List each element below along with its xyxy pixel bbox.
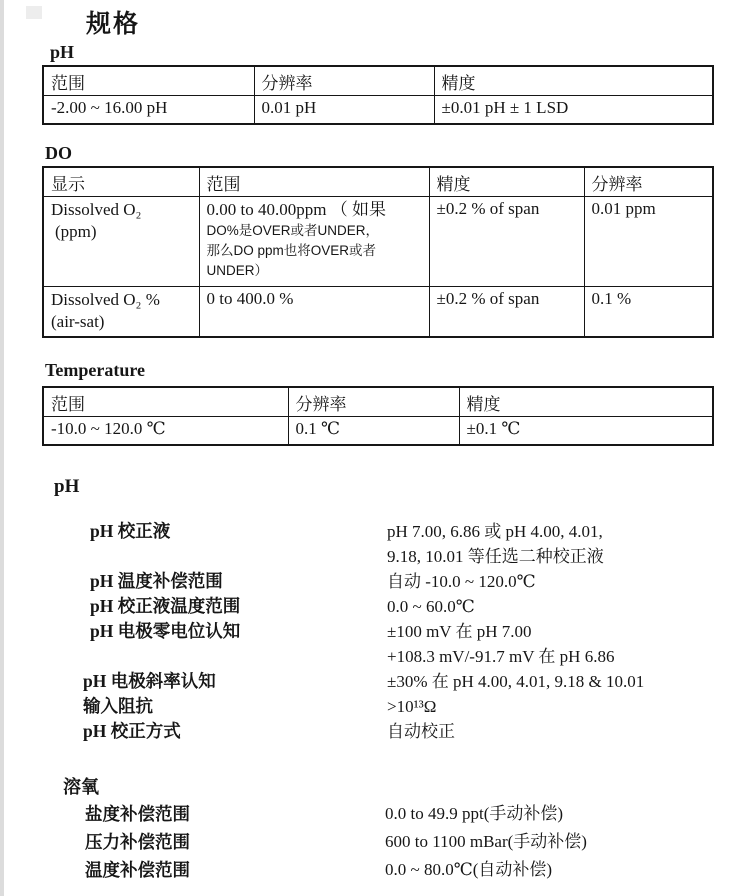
ph-range-value: -2.00 ~ 16.00 pH — [43, 96, 254, 124]
do-table-header-resolution: 分辨率 — [584, 167, 713, 197]
ph-table-heading: pH — [50, 42, 75, 62]
list-item — [0, 719, 750, 744]
table-row — [43, 96, 713, 124]
ph-slope-label: pH 电极斜率认知 — [83, 671, 216, 691]
do-percent-name: Dissolved O₂ % — [51, 290, 160, 309]
list-item — [0, 828, 750, 856]
temp-comp-label: 温度补偿范围 — [85, 860, 190, 880]
do-ppm-range-note-3: UNDER） — [206, 263, 269, 278]
ph-cal-mode-label: pH 校正方式 — [83, 721, 181, 741]
list-item — [0, 619, 750, 669]
pressure-comp-value: 600 to 1100 mBar(手动补偿) — [385, 832, 587, 851]
do-table-heading: DO — [45, 143, 72, 163]
value-line: 9.18, 10.01 等任选二种校正液 — [387, 547, 604, 566]
table-row — [43, 417, 713, 445]
list-item — [0, 694, 750, 719]
temperature-table-header-row — [43, 387, 713, 417]
temp-comp-value: 0.0 ~ 80.0℃(自动补偿) — [385, 860, 553, 879]
ph-buffer-value — [387, 519, 604, 569]
salinity-comp-value: 0.0 to 49.9 ppt(手动补偿) — [385, 804, 564, 823]
ph-table-header-row — [43, 66, 713, 96]
ph-buffer-temp-label: pH 校正液温度范围 — [90, 596, 241, 616]
ph-table-header-accuracy: 精度 — [434, 66, 713, 96]
ph-temp-comp-value: 自动 -10.0 ~ 120.0℃ — [387, 572, 536, 591]
list-item — [0, 569, 750, 594]
do-table-header-range: 范围 — [199, 167, 429, 197]
scan-edge-artifact — [0, 0, 4, 896]
list-item — [0, 800, 750, 828]
table-row — [43, 287, 713, 337]
do-specs-list — [0, 800, 750, 884]
pressure-comp-label: 压力补偿范围 — [85, 832, 190, 852]
value-line: +108.3 mV/-91.7 mV 在 pH 6.86 — [387, 647, 615, 666]
ph-zero-offset-value — [387, 619, 614, 669]
page-title: 规格 — [86, 10, 141, 38]
do-ppm-name: Dissolved O₂ — [51, 200, 142, 219]
do-ppm-range-note-2: 那么DO ppm也将OVER或者 — [206, 243, 377, 258]
list-item — [0, 856, 750, 884]
list-item — [0, 669, 750, 694]
temperature-table — [42, 386, 714, 446]
do-percent-range: 0 to 400.0 % — [199, 287, 429, 337]
do-table-header-accuracy: 精度 — [429, 167, 584, 197]
do-percent-display-cell — [43, 287, 199, 337]
table-row — [43, 197, 713, 287]
ph-table — [42, 65, 714, 125]
do-percent-unit: (air-sat) — [51, 312, 105, 331]
ph-accuracy-value: ±0.01 pH ± 1 LSD — [434, 96, 713, 124]
do-ppm-range-cell — [199, 197, 429, 287]
temperature-table-heading: Temperature — [45, 360, 145, 380]
scan-smudge-artifact — [26, 6, 42, 19]
do-ppm-accuracy: ±0.2 % of span — [429, 197, 584, 287]
do-ppm-unit: (ppm) — [55, 222, 97, 241]
do-table — [42, 166, 714, 338]
ph-temp-comp-label: pH 温度补偿范围 — [90, 571, 223, 591]
do-ppm-display-cell — [43, 197, 199, 287]
temp-table-header-resolution: 分辨率 — [288, 387, 459, 417]
ph-slope-value: ±30% 在 pH 4.00, 4.01, 9.18 & 10.01 — [387, 672, 645, 691]
ph-buffer-temp-value: 0.0 ~ 60.0℃ — [387, 597, 475, 616]
input-impedance-label: 输入阻抗 — [83, 696, 153, 716]
do-percent-accuracy: ±0.2 % of span — [429, 287, 584, 337]
ph-table-header-resolution: 分辨率 — [254, 66, 434, 96]
do-specs-heading: 溶氧 — [63, 777, 99, 797]
do-ppm-range-main: 0.00 to 40.00ppm （ 如果 — [206, 200, 386, 219]
do-table-header-display: 显示 — [43, 167, 199, 197]
ph-specs-heading: pH — [54, 476, 80, 497]
list-item — [0, 519, 750, 569]
temp-table-header-range: 范围 — [43, 387, 288, 417]
do-ppm-resolution: 0.01 ppm — [584, 197, 713, 287]
ph-zero-offset-label: pH 电极零电位认知 — [90, 621, 241, 641]
ph-table-header-range: 范围 — [43, 66, 254, 96]
value-line: pH 7.00, 6.86 或 pH 4.00, 4.01, — [387, 522, 603, 541]
input-impedance-value: >10¹³Ω — [387, 697, 437, 716]
ph-resolution-value: 0.01 pH — [254, 96, 434, 124]
ph-buffer-label: pH 校正液 — [90, 521, 171, 541]
temp-range-value: -10.0 ~ 120.0 ℃ — [43, 417, 288, 445]
temp-accuracy-value: ±0.1 ℃ — [459, 417, 713, 445]
do-table-header-row — [43, 167, 713, 197]
do-percent-resolution: 0.1 % — [584, 287, 713, 337]
salinity-comp-label: 盐度补偿范围 — [85, 804, 190, 824]
ph-cal-mode-value: 自动校正 — [387, 722, 455, 741]
value-line: ±100 mV 在 pH 7.00 — [387, 622, 532, 641]
temp-table-header-accuracy: 精度 — [459, 387, 713, 417]
temp-resolution-value: 0.1 ℃ — [288, 417, 459, 445]
do-ppm-range-note-1: DO%是OVER或者UNDER， — [206, 223, 380, 238]
list-item — [0, 594, 750, 619]
ph-specs-list — [0, 519, 750, 744]
